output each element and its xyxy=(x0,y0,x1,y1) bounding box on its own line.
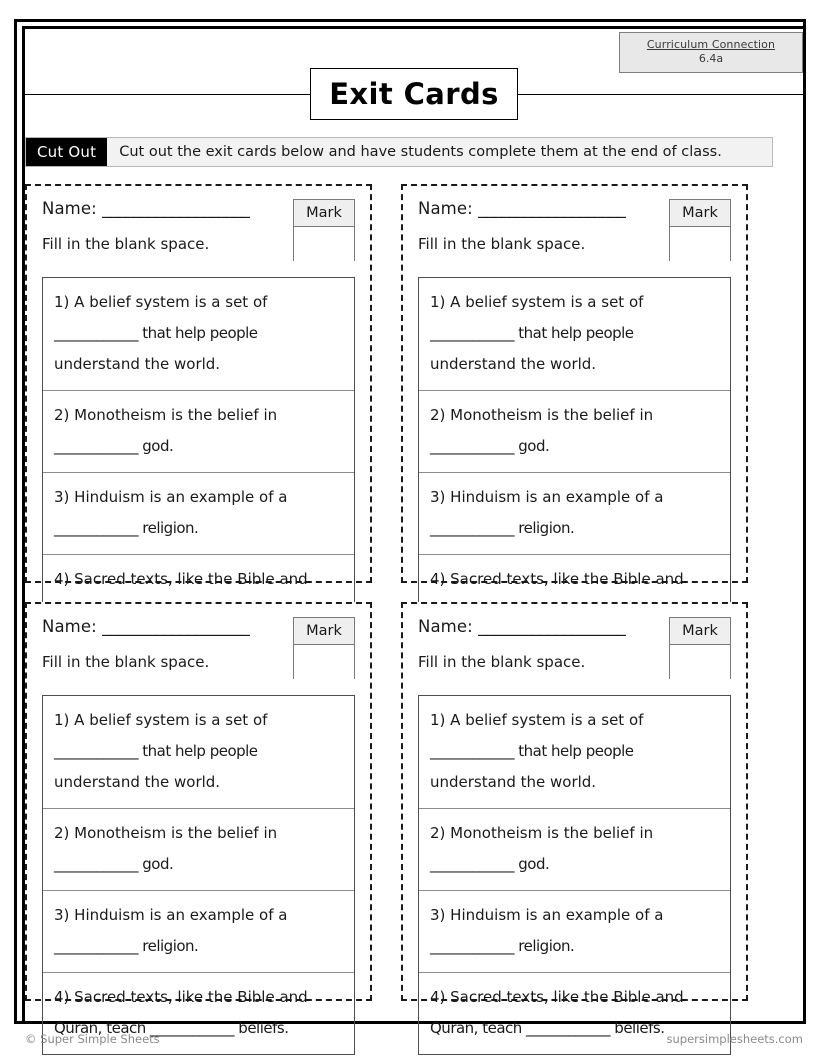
question-line[interactable]: ____________ that help people xyxy=(430,742,634,760)
question-row xyxy=(419,891,730,973)
question-line[interactable]: ____________ religion. xyxy=(54,519,199,537)
question-line: 1) A belief system is a set of xyxy=(430,293,644,311)
name-blank-line[interactable]: ___________________ xyxy=(102,617,250,636)
page-content xyxy=(25,29,803,1037)
question-line[interactable]: ____________ that help people xyxy=(54,742,258,760)
question-line: 3) Hinduism is an example of a xyxy=(54,488,288,506)
page-footer xyxy=(25,1032,803,1046)
name-label: Name: xyxy=(418,617,473,636)
title-rule-right xyxy=(515,94,803,95)
question-row xyxy=(43,696,354,809)
question-line: 1) A belief system is a set of xyxy=(430,711,644,729)
question-line[interactable]: ____________ that help people xyxy=(430,324,634,342)
question-line[interactable]: ____________ religion. xyxy=(430,519,575,537)
title-band xyxy=(25,68,803,120)
mark-label: Mark xyxy=(294,618,354,645)
question-line[interactable]: ____________ religion. xyxy=(54,937,199,955)
mark-value-cell[interactable] xyxy=(294,227,354,261)
card-header xyxy=(418,617,731,693)
mark-box xyxy=(293,617,355,679)
questions-table xyxy=(42,277,355,637)
page-title: Exit Cards xyxy=(329,76,499,111)
question-row xyxy=(43,473,354,555)
question-line[interactable]: ____________ god. xyxy=(430,437,550,455)
question-row xyxy=(419,809,730,891)
question-line: 3) Hinduism is an example of a xyxy=(430,906,664,924)
questions-table xyxy=(418,695,731,1055)
mark-label: Mark xyxy=(294,200,354,227)
name-label: Name: xyxy=(418,199,473,218)
question-row xyxy=(419,696,730,809)
question-line[interactable]: ____________ god. xyxy=(54,855,174,873)
name-blank-line[interactable]: ___________________ xyxy=(102,199,250,218)
mark-value-cell[interactable] xyxy=(670,645,730,679)
name-label: Name: xyxy=(42,617,97,636)
question-line: 3) Hinduism is an example of a xyxy=(430,488,664,506)
instruction-tag: Cut Out xyxy=(26,138,107,166)
question-line: 4) Sacred texts, like the Bible and xyxy=(430,988,684,1006)
curriculum-connection-code: 6.4a xyxy=(698,52,724,65)
exit-card xyxy=(25,184,372,588)
name-blank-line[interactable]: ___________________ xyxy=(478,617,626,636)
card-subinstruction: Fill in the blank space. xyxy=(42,653,210,671)
question-line: 4) Sacred texts, like the Bible and xyxy=(430,570,684,588)
question-row xyxy=(43,891,354,973)
mark-box xyxy=(669,199,731,261)
question-line: 3) Hinduism is an example of a xyxy=(54,906,288,924)
exit-card xyxy=(401,184,748,588)
question-line: 1) A belief system is a set of xyxy=(54,293,268,311)
card-subinstruction: Fill in the blank space. xyxy=(42,235,210,253)
card-subinstruction: Fill in the blank space. xyxy=(418,235,586,253)
curriculum-connection-box xyxy=(619,32,803,73)
questions-table xyxy=(418,277,731,637)
card-header xyxy=(42,617,355,693)
question-line[interactable]: ____________ god. xyxy=(54,437,174,455)
question-line: 1) A belief system is a set of xyxy=(54,711,268,729)
mark-box xyxy=(669,617,731,679)
mark-label: Mark xyxy=(670,200,730,227)
question-line[interactable]: Quran, teach ____________ beliefs. xyxy=(430,1019,665,1037)
curriculum-connection-title: Curriculum Connection xyxy=(646,38,776,51)
footer-website: supersimplesheets.com xyxy=(666,1032,803,1046)
question-row xyxy=(419,473,730,555)
card-header xyxy=(42,199,355,275)
question-line: 4) Sacred texts, like the Bible and xyxy=(54,570,308,588)
question-row xyxy=(419,278,730,391)
questions-table xyxy=(42,695,355,1055)
question-line: 2) Monotheism is the belief in xyxy=(430,406,654,424)
question-line: 2) Monotheism is the belief in xyxy=(54,824,278,842)
question-row xyxy=(43,391,354,473)
page-title-box xyxy=(310,68,518,120)
exit-card xyxy=(25,602,372,1037)
question-row xyxy=(43,809,354,891)
question-line[interactable]: ____________ that help people xyxy=(54,324,258,342)
name-blank-line[interactable]: ___________________ xyxy=(478,199,626,218)
mark-value-cell[interactable] xyxy=(294,645,354,679)
footer-copyright: © Super Simple Sheets xyxy=(25,1032,160,1046)
question-line: 4) Sacred texts, like the Bible and xyxy=(54,988,308,1006)
question-line[interactable]: ____________ god. xyxy=(430,855,550,873)
title-rule-left xyxy=(25,94,313,95)
mark-box xyxy=(293,199,355,261)
question-row xyxy=(419,391,730,473)
name-label: Name: xyxy=(42,199,97,218)
question-line: 2) Monotheism is the belief in xyxy=(430,824,654,842)
question-line[interactable]: Quran, teach ____________ beliefs. xyxy=(54,1019,289,1037)
instruction-text: Cut out the exit cards below and have students complete them at the end of class. xyxy=(107,138,772,166)
card-subinstruction: Fill in the blank space. xyxy=(418,653,586,671)
question-line: understand the world. xyxy=(54,773,221,791)
question-line[interactable]: ____________ religion. xyxy=(430,937,575,955)
mark-value-cell[interactable] xyxy=(670,227,730,261)
exit-cards-grid xyxy=(25,184,773,1037)
mark-label: Mark xyxy=(670,618,730,645)
question-line: understand the world. xyxy=(430,773,597,791)
question-line: 2) Monotheism is the belief in xyxy=(54,406,278,424)
question-line: understand the world. xyxy=(430,355,597,373)
exit-card xyxy=(401,602,748,1037)
question-line: understand the world. xyxy=(54,355,221,373)
card-header xyxy=(418,199,731,275)
instruction-bar xyxy=(25,137,773,167)
question-row xyxy=(43,278,354,391)
